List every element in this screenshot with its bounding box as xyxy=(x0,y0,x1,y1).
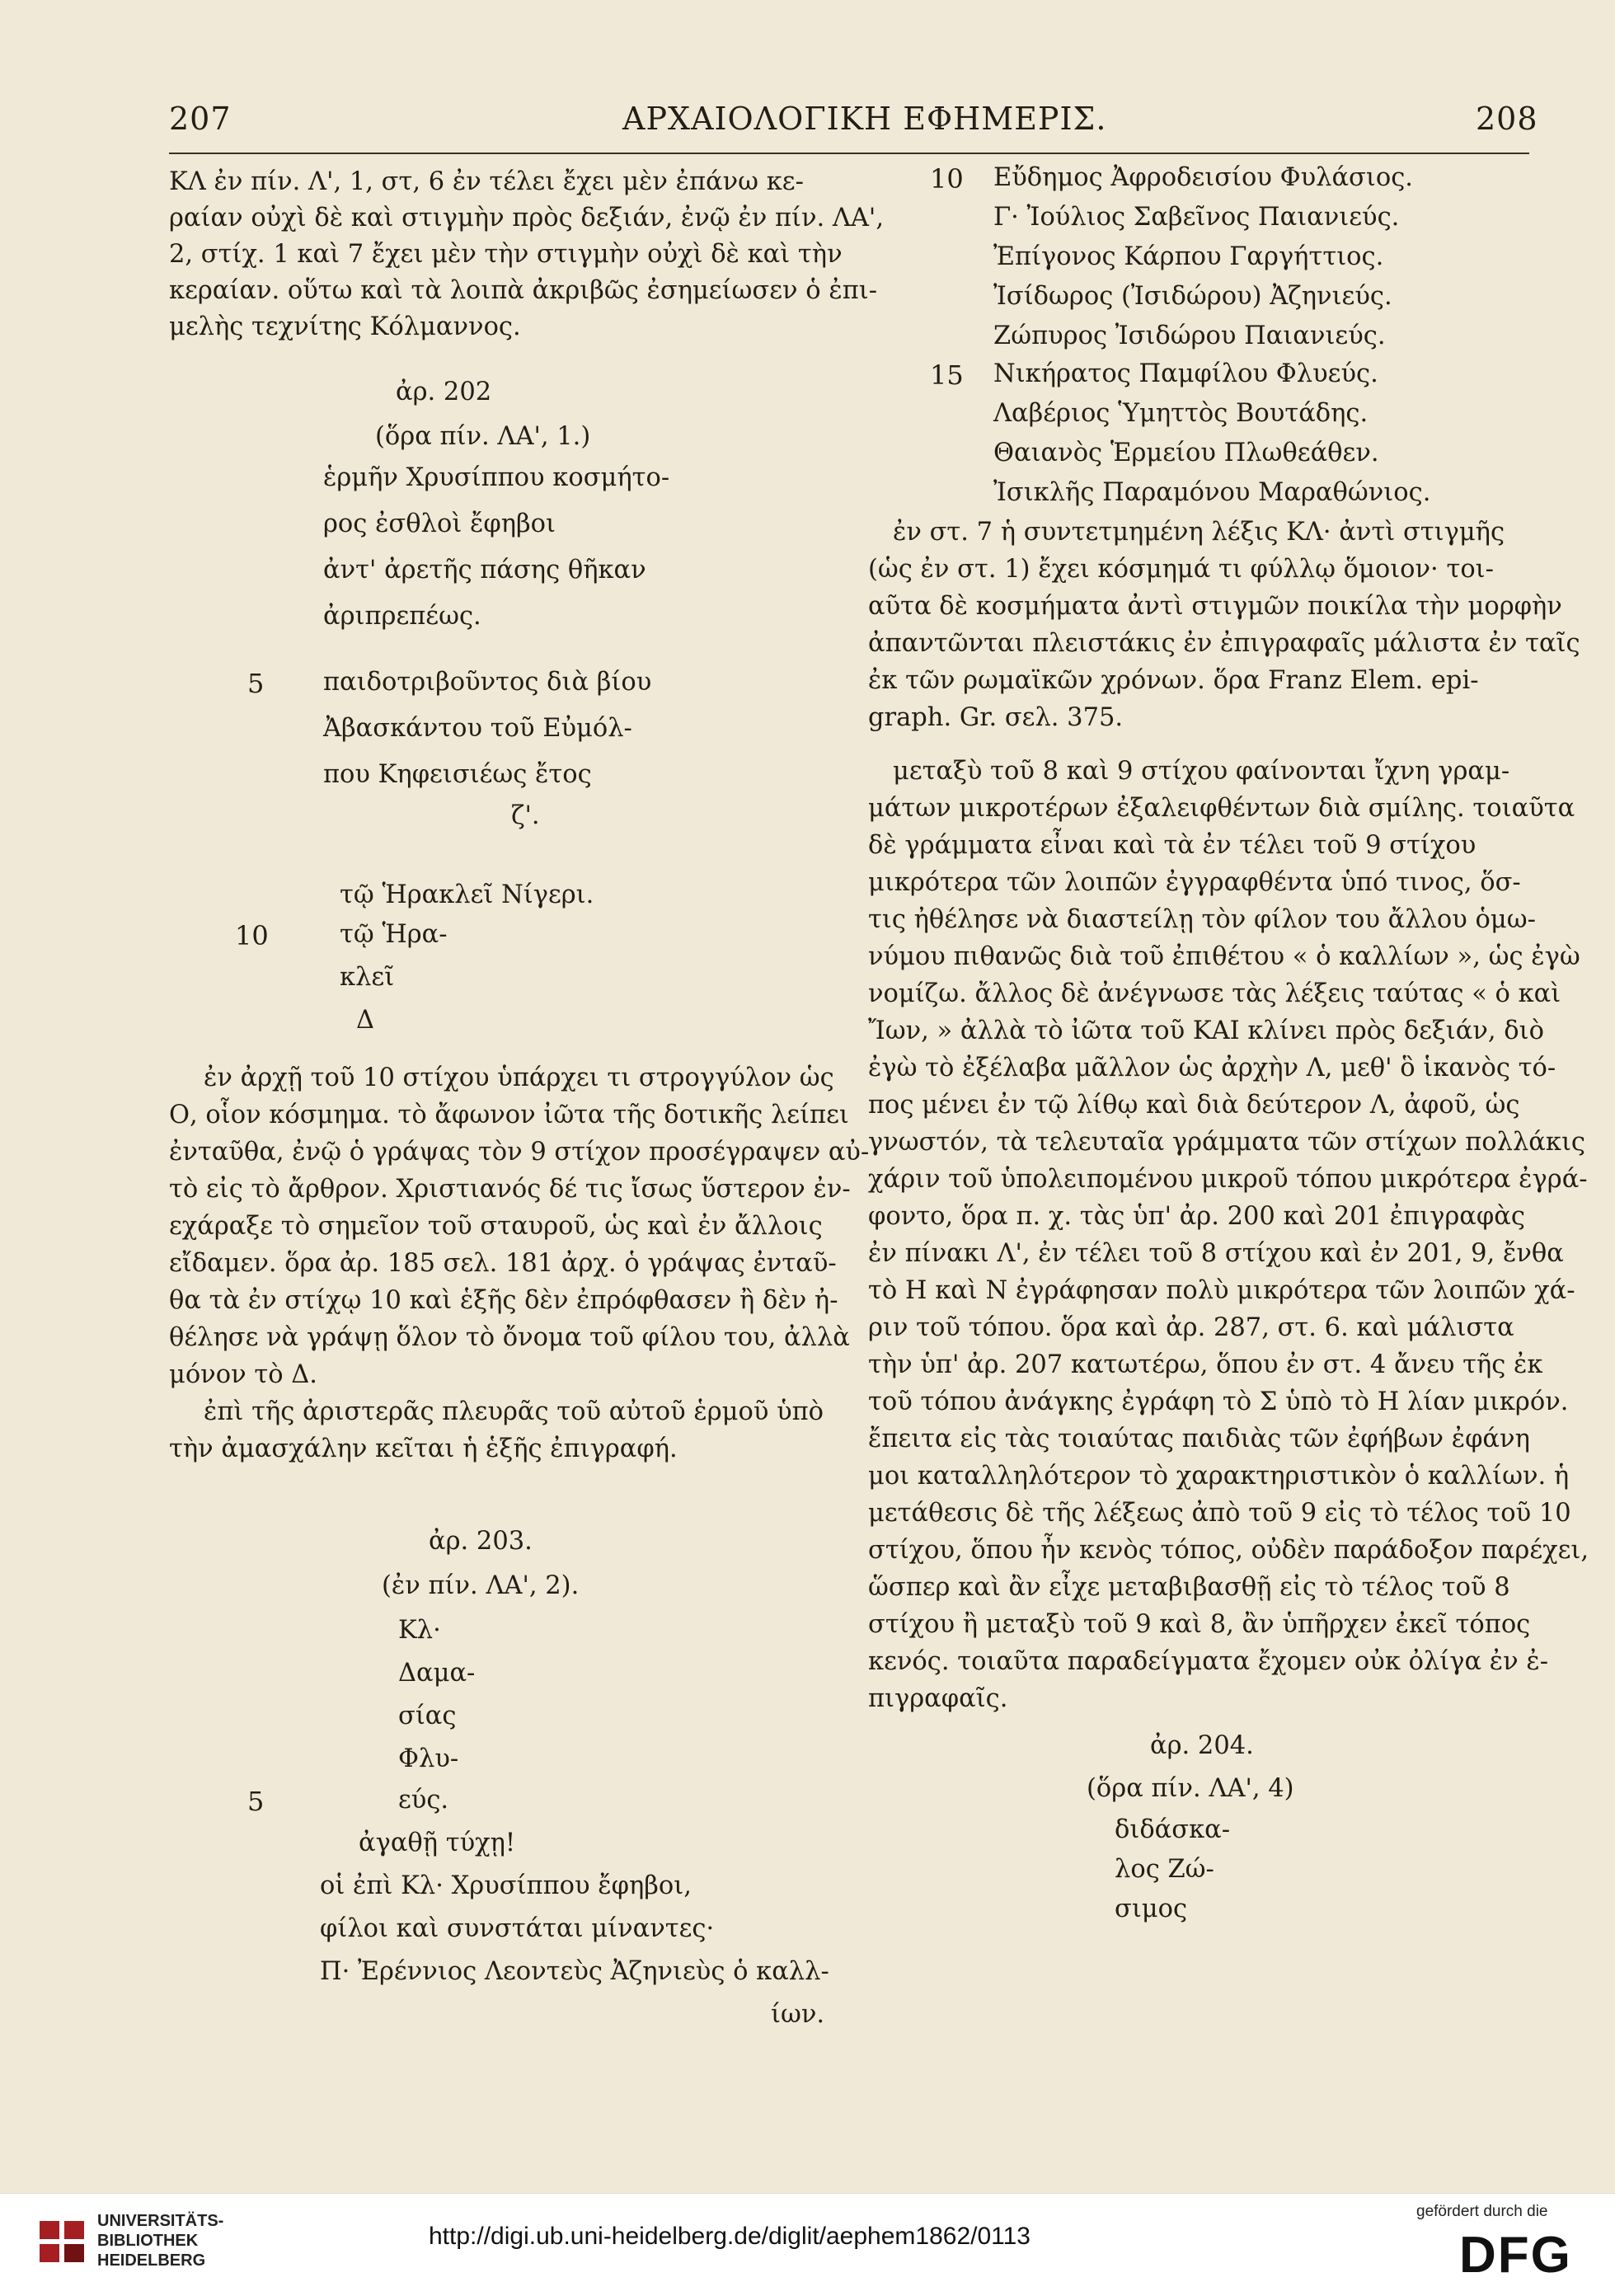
text-line: μάτων μικροτέρων ἐξαλειφθέντων διὰ σμίλης. τοιαῦτα xyxy=(868,794,1575,823)
text-line: ἐν στ. 7 ἡ συντετμημένη λέξις ΚΛ· ἀντὶ στιγμῆς xyxy=(893,518,1505,547)
text-line: κεραίαν. οὕτω καὶ τὰ λοιπὰ ἀκριβῶς ἐσημείωσεν ὁ ἐπι- xyxy=(169,276,878,305)
inscription-heading: ἀρ. 203. xyxy=(429,1527,533,1556)
funded-by-label: gefördert durch die xyxy=(1416,2203,1548,2220)
text-line: Ἴων, » ἀλλὰ τὸ ἰῶτα τοῦ ΚΑΙ κλίνει πρὸς δεξιάν, διὸ xyxy=(868,1017,1544,1045)
text-line: ἐκ τῶν ρωμαϊκῶν χρόνων. ὅρα Franz Elem. epi- xyxy=(868,666,1479,695)
inscription-line: ζ'. xyxy=(511,801,540,830)
text-line: ἐπὶ τῆς ἀριστερᾶς πλευρᾶς τοῦ αὐτοῦ ἑρμοῦ ὑπὸ xyxy=(204,1397,824,1426)
dfg-logo: DFG xyxy=(1459,2227,1572,2284)
text-line: νύμου πιθανῶς διὰ τοῦ ἐπιθέτου « ὁ καλλίων », ὡς ἐγὼ xyxy=(868,942,1580,971)
name-line: Νικήρατος Παμφίλου Φλυεύς. xyxy=(993,359,1378,388)
line-number: 10 xyxy=(930,163,964,195)
text-line: νομίζω. ἄλλος δὲ ἀνέγνωσε τὰς λέξεις ταύτας « ὁ καὶ xyxy=(868,979,1561,1008)
text-line: μελὴς τεχνίτης Κόλμαννος. xyxy=(169,312,521,341)
line-number: 10 xyxy=(235,920,269,951)
text-line: ἐν πίνακι Λ', ἐν τέλει τοῦ 8 στίχου καὶ ἐν 201, 9, ἔνθα xyxy=(868,1239,1564,1268)
text-line: τοῦ τόπου ἀνάγκης ἐγράφη τὸ Σ ὑπὸ τὸ Η λίαν μικρόν. xyxy=(868,1387,1569,1416)
text-line: θα τὰ ἐν στίχῳ 10 καὶ ἑξῆς δὲν ἐπρόφθασεν ἢ δὲν ἠ- xyxy=(169,1286,838,1315)
line-number: 15 xyxy=(930,359,964,391)
inscription-line: ἀριπρεπέως. xyxy=(323,602,481,631)
inscription-line: διδάσκα- xyxy=(1115,1815,1231,1844)
text-line: μεταξὺ τοῦ 8 καὶ 9 στίχου φαίνονται ἴχνη γραμ- xyxy=(893,757,1510,786)
inscription-line: Δαμα- xyxy=(398,1659,476,1688)
inscription-line: σιμος xyxy=(1115,1895,1188,1923)
inscription-ref: (ἐν πίν. ΛΑ', 2). xyxy=(382,1571,580,1600)
page-number-left: 207 xyxy=(169,101,232,137)
inscription-line: εύς. xyxy=(398,1786,449,1815)
text-line: 2, στίχ. 1 καὶ 7 ἔχει μὲν τὴν στιγμὴν οὐχὶ δὲ καὶ τὴν xyxy=(169,240,843,269)
name-line: Θαιανὸς Ἑρμείου Πλωθεάθεν. xyxy=(993,439,1379,467)
inscription-line: τῷ Ἡρα- xyxy=(340,920,448,949)
text-line: ὥσπερ καὶ ἂν εἶχε μεταβιβασθῇ εἰς τὸ τέλος τοῦ 8 xyxy=(868,1573,1510,1602)
text-line: μετάθεσις δὲ τῆς λέξεως ἀπὸ τοῦ 9 εἰς τὸ τέλος τοῦ 10 xyxy=(868,1499,1571,1528)
text-line: πος μένει ἐν τῷ λίθῳ καὶ διὰ δεύτερον Λ, ἀφοῦ, ὡς xyxy=(868,1091,1520,1120)
inscription-heading: ἀρ. 204. xyxy=(1150,1731,1254,1760)
inscription-line: ίων. xyxy=(771,2000,825,2029)
inscription-line: σίας xyxy=(398,1702,457,1730)
text-line: Ο, οἷον κόσμημα. τὸ ἄφωνον ἰῶτα τῆς δοτικῆς λείπει xyxy=(169,1101,849,1129)
inscription-line: που Κηφεισιέως ἔτος xyxy=(323,760,592,789)
inscription-line: Ἀβασκάντου τοῦ Εὐμόλ- xyxy=(323,714,632,743)
inscription-line: Π· Ἐρέννιος Λεοντεὺς Ἀζηνιεὺς ὁ καλλ- xyxy=(320,1957,829,1986)
text-line: ἐγὼ τὸ ἐξέλαβα μᾶλλον ὡς ἀρχὴν Λ, μεθ' ὃ ἱκανὸς τό- xyxy=(868,1054,1556,1082)
name-line: Ἰσίδωρος (Ἰσιδώρου) Ἀζηνιεύς. xyxy=(993,282,1392,311)
name-line: Ἐπίγονος Κάρπου Γαργήττιος. xyxy=(993,242,1384,271)
text-line: ἔπειτα εἰς τὰς τοιαύτας παιδιὰς τῶν ἐφήβων ἐφάνη xyxy=(868,1425,1530,1453)
permalink-url[interactable]: http://digi.ub.uni-heidelberg.de/diglit/aephem1862/0113 xyxy=(429,2223,1031,2250)
inscription-line: ρος ἐσθλοὶ ἔφηβοι xyxy=(323,509,556,538)
text-line: τὸ εἰς τὸ ἄρθρον. Χριστιανός δέ τις ἴσως ὕστερον ἐν- xyxy=(169,1175,851,1204)
text-line: ΚΛ ἐν πίν. Λ', 1, στ, 6 ἐν τέλει ἔχει μὲν ἐπάνω κε- xyxy=(169,167,804,196)
text-line: κενός. τοιαῦτα παραδείγματα ἔχομεν οὐκ ὀλίγα ἐν ἐ- xyxy=(868,1647,1549,1676)
text-line: θέλησε νὰ γράψῃ ὅλον τὸ ὄνομα τοῦ φίλου του, ἀλλὰ xyxy=(169,1323,850,1352)
inscription-line: τῷ Ἡρακλεῖ Νίγερι. xyxy=(340,880,594,909)
text-line: χάριν τοῦ ὑπολειπομένου μικροῦ τόπου μικρότερα ἐγρά- xyxy=(868,1165,1588,1194)
inscription-line: λος Ζώ- xyxy=(1115,1855,1214,1884)
inscription-ref: (ὅρα πίν. ΛΑ', 1.) xyxy=(375,422,591,451)
name-line: Ζώπυρος Ἰσιδώρου Παιανιεύς. xyxy=(993,322,1386,350)
inscription-heading: ἀρ. 202 xyxy=(396,378,492,406)
page-number-right: 208 xyxy=(1476,101,1538,137)
inscription-line: ἀγαθῇ τύχῃ! xyxy=(359,1829,516,1857)
text-line: πιγραφαῖς. xyxy=(868,1684,1008,1713)
name-line: Εὔδημος Ἀφροδεισίου Φυλάσιος. xyxy=(993,163,1413,192)
text-line: ἐνταῦθα, ἐνῷ ὁ γράψας τὸν 9 στίχον προσέγραψεν αὐ- xyxy=(169,1138,870,1167)
name-line: Ἰσικλῆς Παραμόνου Μαραθώνιος. xyxy=(993,478,1431,507)
text-line: εχάραξε τὸ σημεῖον τοῦ σταυροῦ, ὡς καὶ ἐν ἄλλοις xyxy=(169,1212,823,1241)
text-line: ἀπαντῶνται πλειστάκις ἐν ἐπιγραφαῖς μάλιστα ἐν ταῖς xyxy=(868,629,1580,658)
text-line: ραίαν οὐχὶ δὲ καὶ στιγμὴν πρὸς δεξιάν, ἐνῷ ἐν πίν. ΛΑ', xyxy=(169,204,885,232)
text-line: γνωστόν, τὰ τελευταῖα γράμματα τῶν στίχων πολλάκις xyxy=(868,1128,1586,1157)
line-number: 5 xyxy=(247,1786,265,1817)
library-line: HEIDELBERG xyxy=(97,2251,206,2270)
text-line: στίχου, ὅπου ἦν κενὸς τόπος, οὐδὲν παράδοξον παρέχει, xyxy=(868,1536,1589,1565)
inscription-line: παιδοτριβοῦντος διὰ βίου xyxy=(323,668,652,697)
inscription-ref: (ὅρα πίν. ΛΑ', 4) xyxy=(1087,1774,1294,1803)
header-rule xyxy=(169,153,1529,154)
text-line: μικρότερα τῶν λοιπῶν ἐγγραφθέντα ὑπό τινος, ὅσ- xyxy=(868,868,1521,897)
inscription-line: κλεῖ xyxy=(340,963,395,992)
name-line: Λαβέριος Ὑμηττὸς Βουτάδης. xyxy=(993,399,1369,428)
text-line: αῦτα δὲ κοσμήματα ἀντὶ στιγμῶν ποικίλα τὴν μορφὴν xyxy=(868,592,1562,621)
text-line: εἴδαμεν. ὅρα ἀρ. 185 σελ. 181 ἀρχ. ὁ γράψας ἐνταῦ- xyxy=(169,1249,837,1278)
inscription-line: ἀντ' ἀρετῆς πάσης θῆκαν xyxy=(323,556,646,585)
text-line: τὸ Η καὶ Ν ἐγράφησαν πολὺ μικρότερα τῶν λοιπῶν χά- xyxy=(868,1276,1575,1305)
text-line: τὴν ἀμασχάλην κεῖται ἡ ἑξῆς ἐπιγραφή. xyxy=(169,1434,678,1463)
inscription-line: οἱ ἐπὶ Κλ· Χρυσίππου ἔφηβοι, xyxy=(320,1871,692,1900)
library-line: BIBLIOTHEK xyxy=(97,2232,199,2250)
text-line: στίχου ἢ μεταξὺ τοῦ 9 καὶ 8, ἂν ὑπῆρχεν ἐκεῖ τόπος xyxy=(868,1610,1531,1639)
text-line: ριν τοῦ τόπου. ὅρα καὶ ἀρ. 287, στ. 6. καὶ μάλιστα xyxy=(868,1313,1514,1342)
text-line: ἐν ἀρχῇ τοῦ 10 στίχου ὑπάρχει τι στρογγύλον ὡς xyxy=(204,1063,834,1092)
inscription-line: Δ xyxy=(356,1006,375,1035)
journal-title: ΑΡΧΑΙΟΛΟΓΙΚΗ ΕΦΗΜΕΡΙΣ. xyxy=(622,101,1107,137)
university-library-logo-icon xyxy=(36,2214,87,2265)
text-line: μόνον τὸ Δ. xyxy=(169,1360,317,1389)
library-line: UNIVERSITÄTS- xyxy=(97,2212,224,2230)
text-line: μοι καταλληλότερον τὸ χαρακτηριστικὸν ὁ καλλίων. ἡ xyxy=(868,1462,1570,1491)
text-line: (ὡς ἐν στ. 1) ἔχει κόσμημά τι φύλλῳ ὅμοιον· τοι- xyxy=(868,555,1494,584)
inscription-line: Φλυ- xyxy=(398,1744,459,1773)
text-line: graph. Gr. σελ. 375. xyxy=(868,703,1124,732)
university-library-name xyxy=(97,2211,223,2270)
text-line: δὲ γράμματα εἶναι καὶ τὰ ἐν τέλει τοῦ 9 στίχου xyxy=(868,831,1477,860)
inscription-line: ἑρμῆν Χρυσίππου κοσμήτο- xyxy=(323,463,670,492)
inscription-line: Κλ· xyxy=(398,1616,441,1645)
text-line: τις ἠθέλησε νὰ διαστείλῃ τὸν φίλον του ἄλλου ὁμω- xyxy=(868,905,1536,934)
text-line: τὴν ὑπ' ἀρ. 207 κατωτέρω, ὅπου ἐν στ. 4 ἄνευ τῆς ἐκ xyxy=(868,1350,1543,1379)
name-line: Γ· Ἰούλιος Σαβεῖνος Παιανιεύς. xyxy=(993,203,1400,232)
line-number: 5 xyxy=(247,668,265,699)
inscription-line: φίλοι καὶ συνστάται μίναντες· xyxy=(320,1914,715,1943)
text-line: φοντο, ὅρα π. χ. τὰς ὑπ' ἀρ. 200 καὶ 201 ἐπιγραφὰς xyxy=(868,1202,1525,1231)
